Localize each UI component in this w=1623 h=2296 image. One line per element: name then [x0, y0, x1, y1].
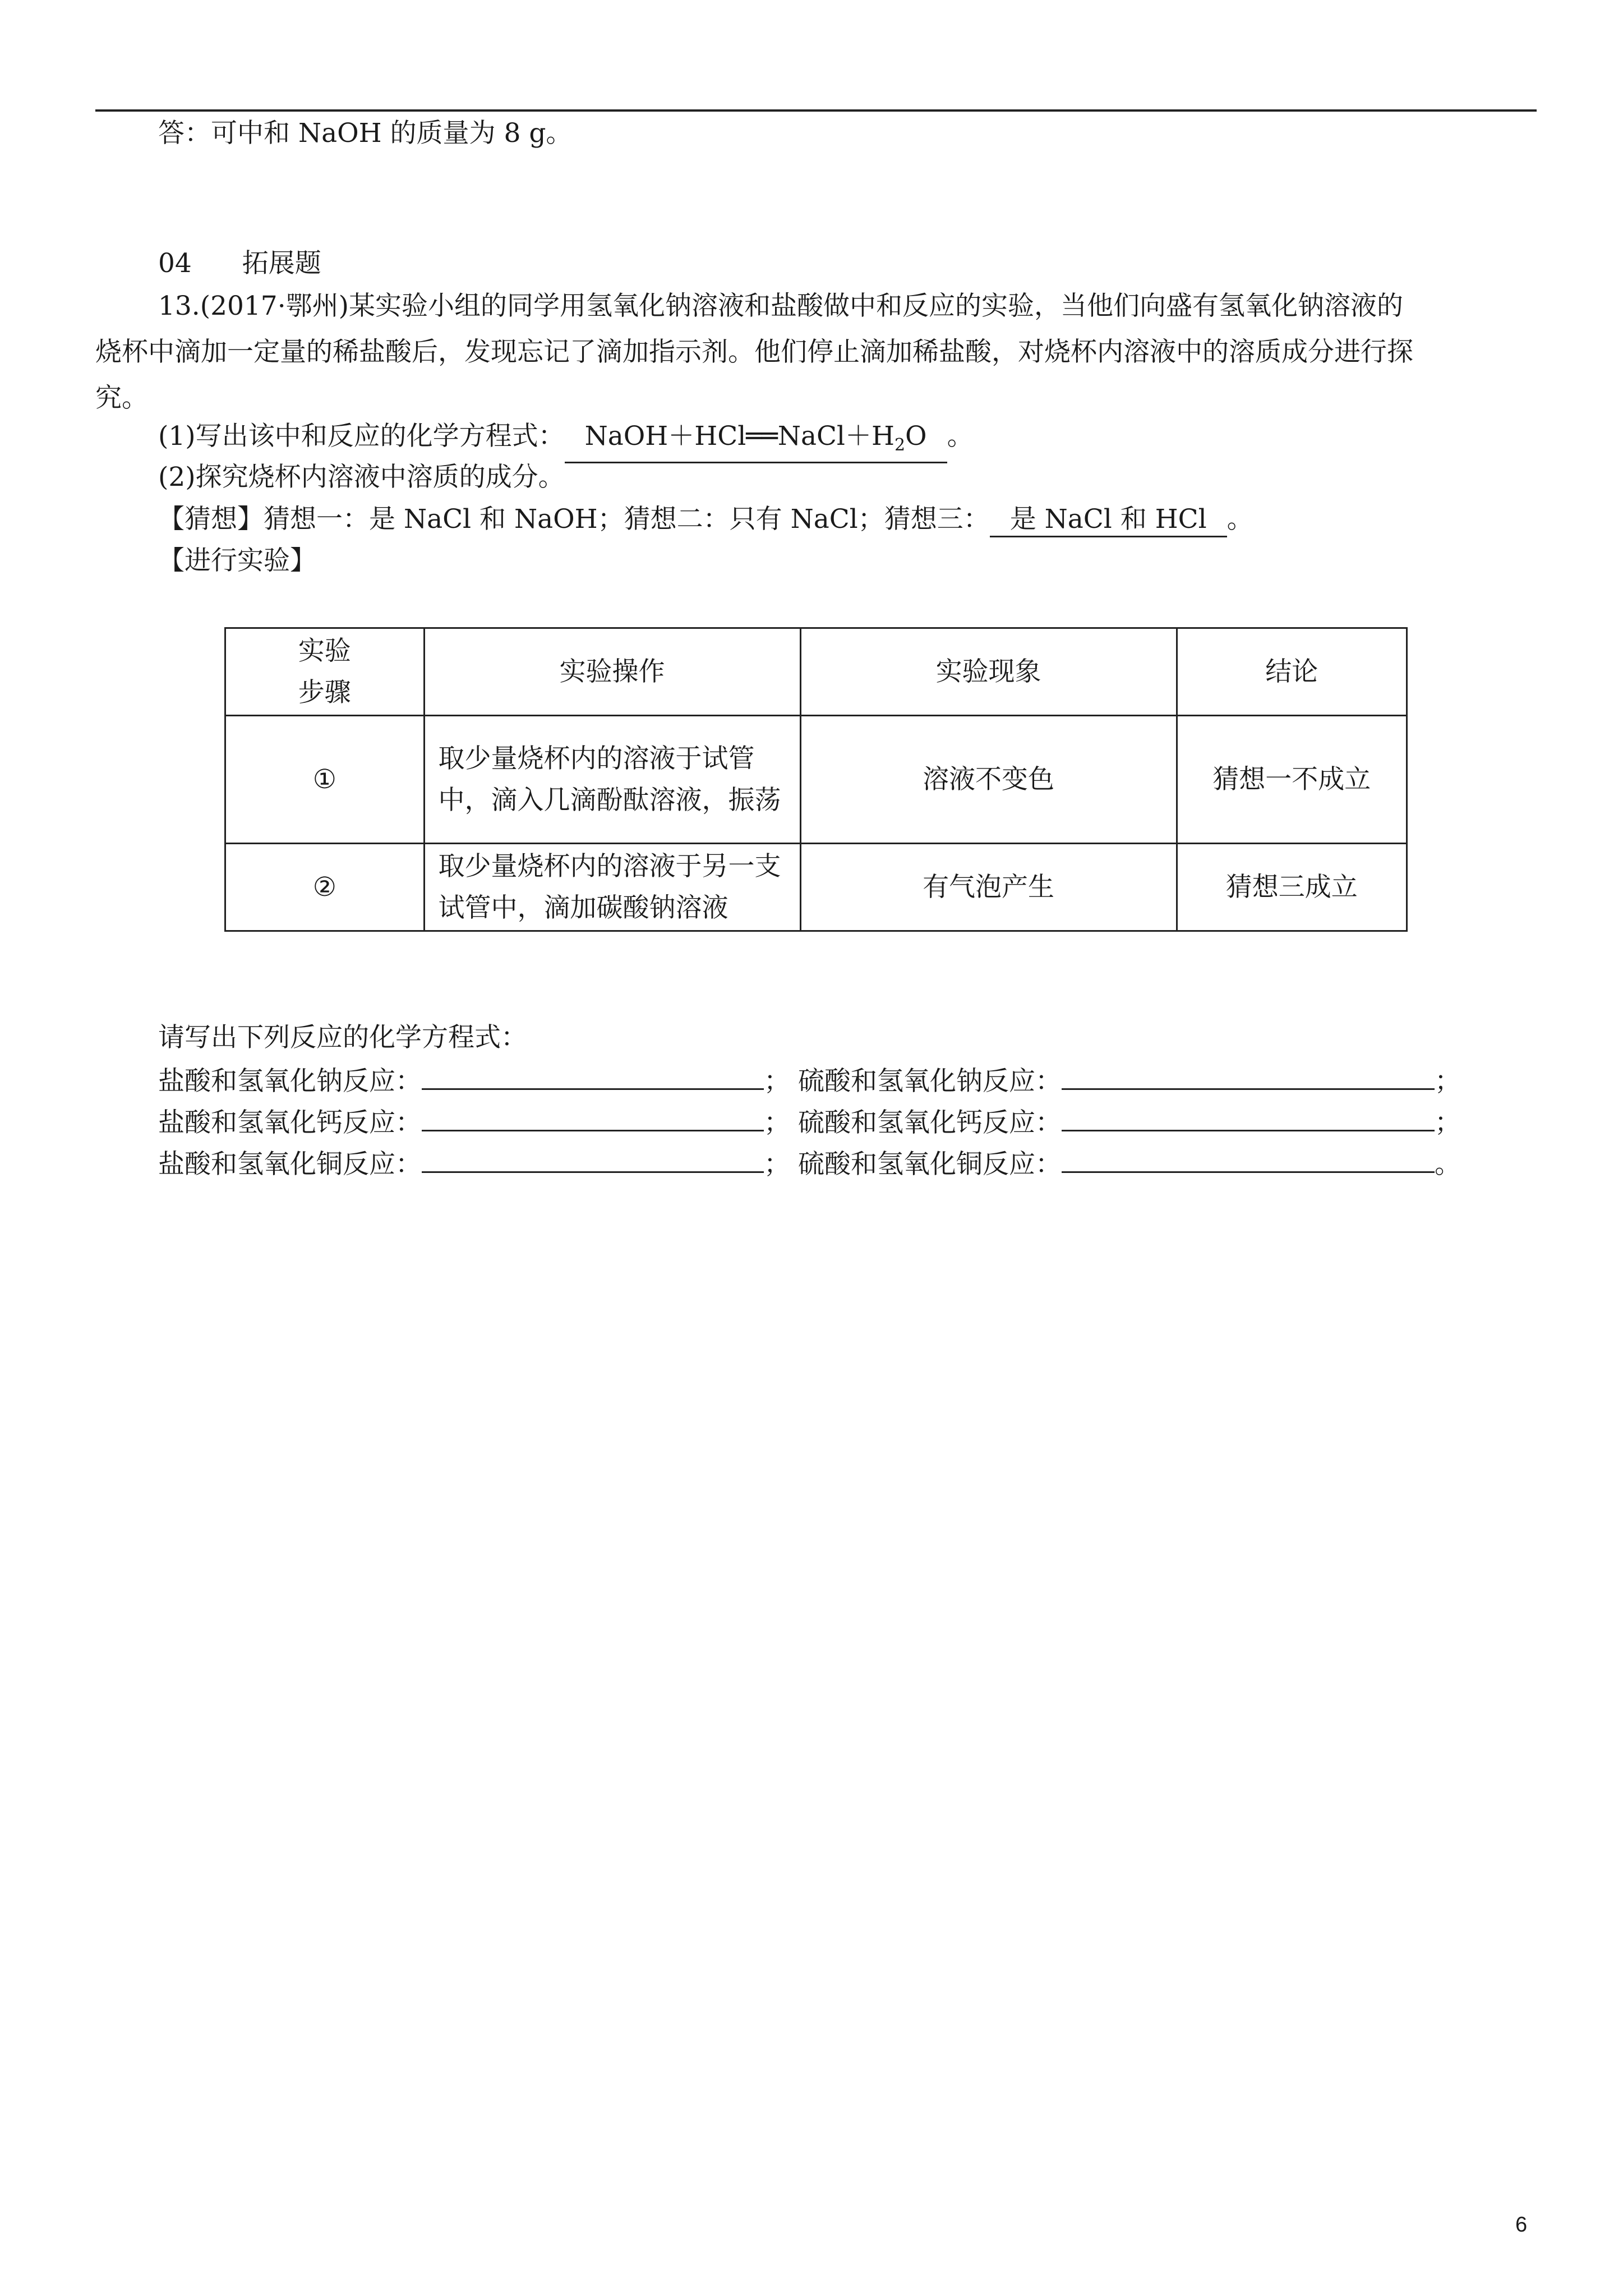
- part1-label: (1)写出该中和反应的化学方程式：: [158, 421, 565, 452]
- page-number: 6: [1515, 2213, 1528, 2237]
- question-number: 13.: [158, 291, 200, 321]
- part2: (2)探究烧杯内溶液中溶质的成分。: [158, 462, 565, 493]
- row2-step: ②: [225, 844, 425, 931]
- guess-line: 【猜想】猜想一：是 NaCl 和 NaOH；猜想二：只有 NaCl；猜想三： 是 NaCl 和 HCl 。: [158, 501, 1253, 538]
- answer-blank[interactable]: [422, 1147, 764, 1173]
- exercise-line-2: 盐酸和氢氧化钙反应： ； 硫酸和氢氧化钙反应： ；: [158, 1105, 1461, 1142]
- experiment-table: [224, 627, 1408, 932]
- row1-step: ①: [225, 716, 425, 844]
- row2-conclusion: 猜想三成立: [1177, 844, 1407, 931]
- row2-phenomenon: 有气泡产生: [800, 844, 1177, 931]
- exercise-intro: 请写出下列反应的化学方程式：: [158, 1022, 527, 1053]
- section-heading: [158, 245, 321, 282]
- part1: (1)写出该中和反应的化学方程式： $NaOH+HCl══NaCl+H_2O$ 。: [158, 418, 974, 463]
- table-row: [225, 844, 1407, 931]
- header-rule: [95, 109, 1537, 112]
- answer-blank[interactable]: [1062, 1147, 1435, 1173]
- table-row: [225, 716, 1407, 844]
- question-stem-line2: 烧杯中滴加一定量的稀盐酸后，发现忘记了滴加指示剂。他们停止滴加稀盐酸，对烧杯内溶液中的溶质成分进行探: [95, 337, 1413, 367]
- answer-blank[interactable]: [1062, 1064, 1435, 1090]
- question-stem-line1: 某实验小组的同学用氢氧化钠溶液和盐酸做中和反应的实验，当他们向盛有氢氧化钠溶液的: [348, 291, 1403, 321]
- section-number: 04: [158, 248, 192, 279]
- header-conclusion: 结论: [1177, 628, 1407, 716]
- guess-answer: 是 NaCl 和 HCl: [990, 503, 1227, 537]
- exercise-line-3: 盐酸和氢氧化铜反应： ； 硫酸和氢氧化铜反应： 。: [158, 1146, 1461, 1183]
- experiment-heading: 【进行实验】: [158, 545, 316, 576]
- question-stem: [95, 283, 1537, 421]
- row1-phenomenon: 溶液不变色: [800, 716, 1177, 844]
- section-title: 拓展题: [242, 248, 321, 279]
- row1-conclusion: 猜想一不成立: [1177, 716, 1407, 844]
- answer-blank[interactable]: [422, 1064, 764, 1090]
- question-stem-line3: 究。: [95, 383, 148, 413]
- exercise-line-1: 盐酸和氢氧化钠反应： ； 硫酸和氢氧化钠反应： ；: [158, 1063, 1461, 1100]
- answer-line: 答：可中和 NaOH 的质量为 8 g。: [158, 118, 573, 149]
- answer-blank[interactable]: [422, 1105, 764, 1131]
- header-step: 实验 步骤: [225, 628, 425, 716]
- table-header-row: [225, 628, 1407, 716]
- question-source: (2017·鄂州): [200, 291, 349, 321]
- part1-answer: $NaOH+HCl══NaCl+H_2O$: [565, 420, 947, 463]
- row2-operation: 取少量烧杯内的溶液于另一支试管中，滴加碳酸钠溶液: [424, 844, 800, 931]
- header-operation: 实验操作: [424, 628, 800, 716]
- row1-operation: 取少量烧杯内的溶液于试管中，滴入几滴酚酞溶液，振荡: [424, 716, 800, 844]
- guess-text: 【猜想】猜想一：是 NaCl 和 NaOH；猜想二：只有 NaCl；猜想三：: [158, 504, 990, 535]
- header-phenomenon: 实验现象: [800, 628, 1177, 716]
- answer-blank[interactable]: [1062, 1105, 1435, 1131]
